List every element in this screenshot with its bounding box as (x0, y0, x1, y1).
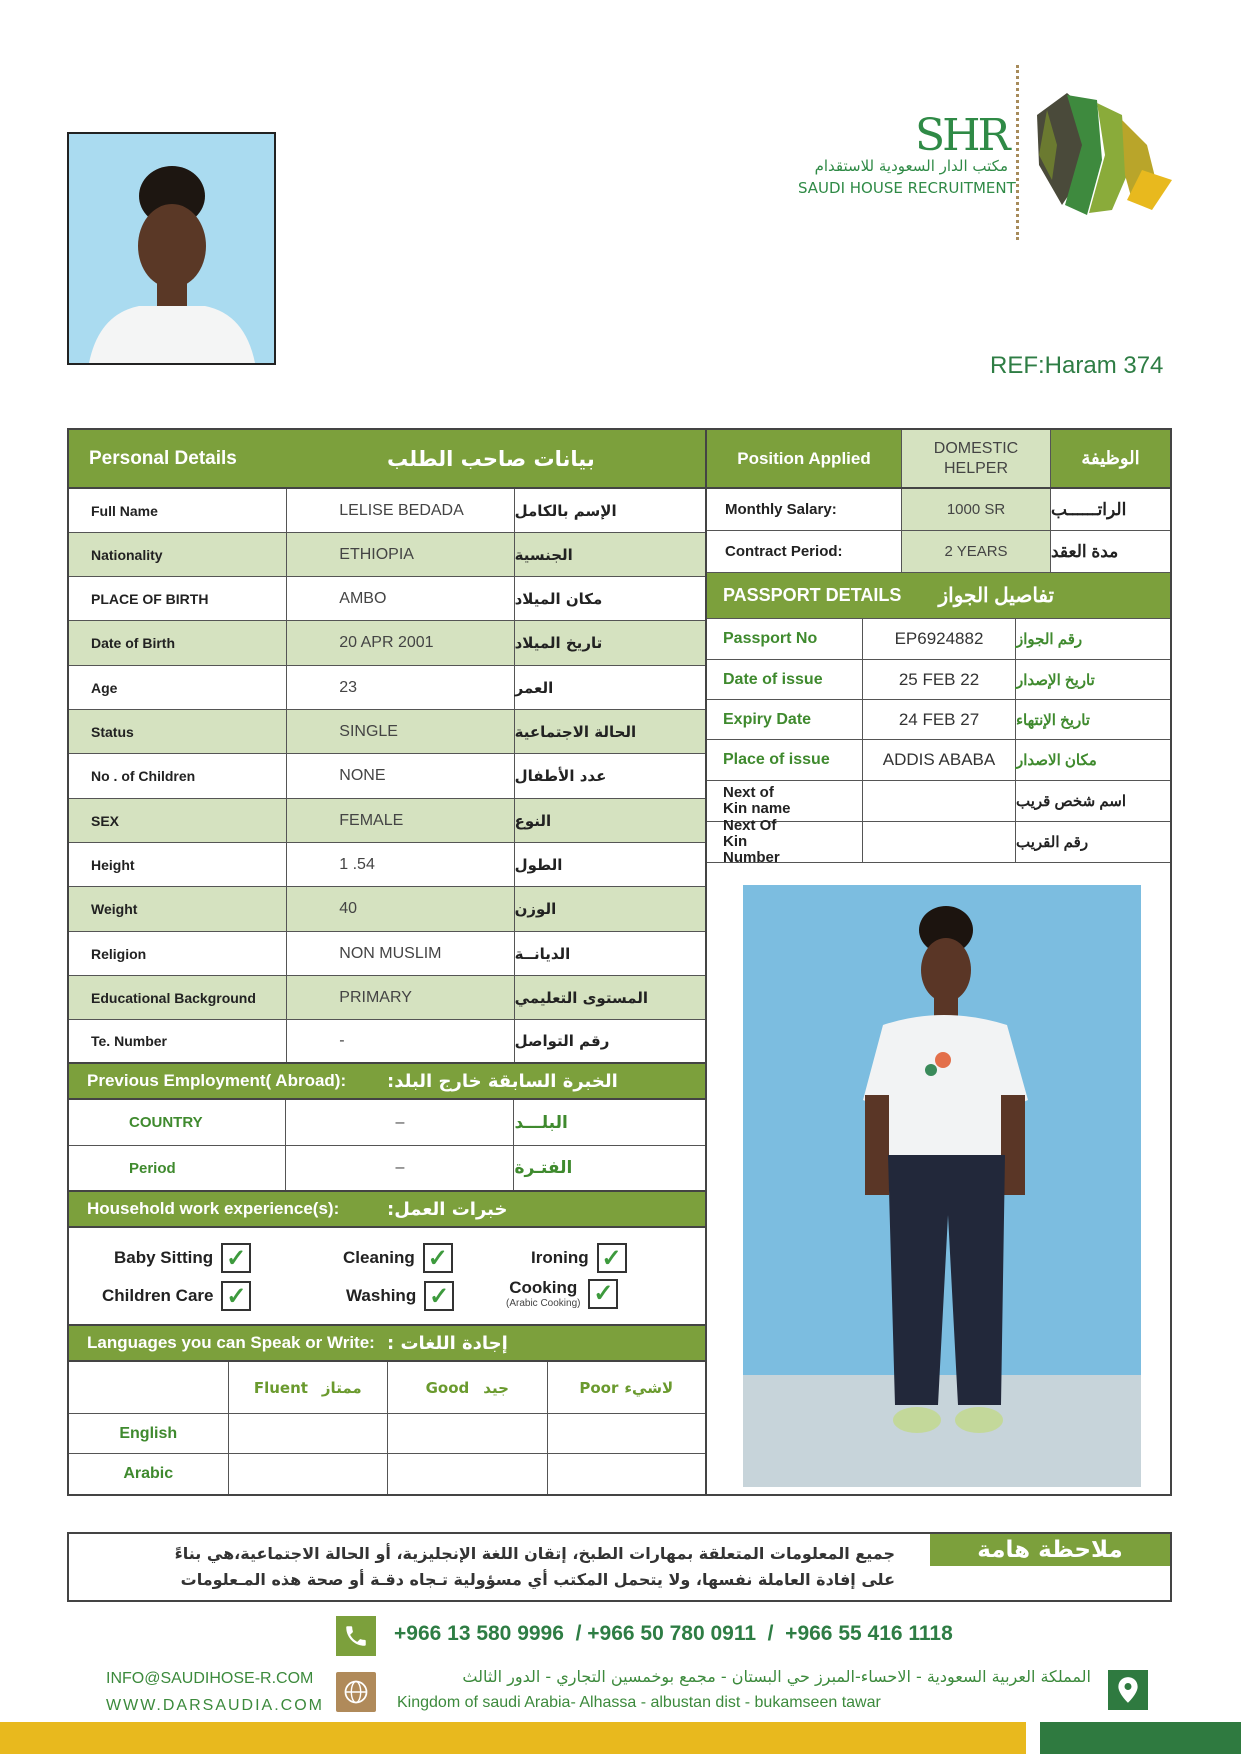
row-label-ar: الراتــــــب (1051, 499, 1127, 519)
personal-details-title-en: Personal Details (89, 447, 237, 469)
row-value: NONE (286, 754, 513, 798)
col-fluent-en: Fluent (253, 1378, 308, 1397)
previous-employment-header (69, 1064, 705, 1100)
row-label-ar: المستوى التعليمي (514, 976, 705, 1019)
row-label-ar: عدد الأطفال (514, 754, 705, 798)
skill-item (531, 1243, 627, 1273)
skill-item (343, 1243, 453, 1273)
skill-item (102, 1281, 251, 1311)
row-value: 25 FEB 22 (862, 660, 1016, 699)
table-row (69, 1454, 705, 1494)
row-label-ar: الفتـرة (513, 1146, 705, 1190)
row-label: Height (91, 856, 135, 873)
row-label: Status (91, 723, 134, 740)
previous-employment-title-ar: الخبرة السابقة خارج البلد: (387, 1070, 618, 1092)
row-value: EP6924882 (862, 619, 1016, 659)
row-label-ar: الطول (514, 843, 705, 886)
passport-title-ar: تفاصيل الجواز (938, 585, 1055, 607)
row-label-ar: رقم القريب (1016, 834, 1089, 851)
table-row (69, 1414, 705, 1454)
row-value: PRIMARY (286, 976, 513, 1019)
table-row (707, 531, 1170, 573)
check-icon: ✓ (424, 1281, 454, 1311)
check-icon: ✓ (588, 1279, 618, 1309)
footer-bar-green (1040, 1722, 1241, 1754)
skill-sub-label: (Arabic Cooking) (506, 1298, 581, 1309)
row-label-ar: الحالة الاجتماعية (514, 710, 705, 753)
row-label-ar: مدة العقد (1051, 541, 1119, 561)
row-label: PLACE OF BIRTH (91, 590, 209, 607)
table-row (707, 740, 1170, 781)
row-label: SEX (91, 812, 120, 829)
portrait-photo (67, 132, 276, 365)
row-value: 2 YEARS (901, 531, 1051, 572)
full-body-illustration (743, 885, 1141, 1487)
table-row (69, 577, 705, 621)
skill-label: Ironing (531, 1248, 589, 1267)
row-value: SINGLE (286, 710, 513, 753)
col-good-en: Good (425, 1378, 470, 1397)
row-label: Nationality (91, 546, 163, 563)
row-label-ar: رقم التواصل (514, 1020, 705, 1062)
skill-item (506, 1278, 618, 1309)
portrait-illustration (69, 134, 274, 363)
table-row (69, 843, 705, 887)
check-icon: ✓ (221, 1243, 251, 1273)
phone-numbers: +966 13 580 9996 / +966 50 780 0911 / +966 55 416 1118 (394, 1622, 953, 1645)
table-row (69, 799, 705, 843)
row-label-ar: رقم الجواز (1016, 631, 1083, 648)
row-label-ar: مكان الاصدار (1016, 752, 1097, 769)
website-link[interactable]: WWW.DARSAUDIA.COM (106, 1697, 324, 1714)
skill-label: Washing (346, 1286, 417, 1305)
row-label-ar: الديانــة (514, 932, 705, 975)
row-value: NON MUSLIM (286, 932, 513, 975)
check-icon: ✓ (423, 1243, 453, 1273)
household-title-en: Household work experience(s): (87, 1199, 340, 1218)
passport-details-header (707, 573, 1170, 619)
passport-title-en: PASSPORT DETAILS (723, 585, 902, 605)
row-value (862, 822, 1016, 862)
position-applied-label: Position Applied (707, 430, 901, 487)
languages-title-en: Languages you can Speak or Write: (87, 1333, 375, 1352)
row-value: 40 (286, 887, 513, 931)
row-label: No . of Children (91, 768, 196, 784)
row-label: Date of issue (723, 670, 823, 688)
table-row (69, 621, 705, 666)
row-label-ar: اسم شخص قريب (1016, 793, 1127, 810)
skill-label: Children Care (102, 1286, 214, 1305)
skill-label: Baby Sitting (114, 1248, 214, 1267)
reference-number: REF:Haram 374 (990, 352, 1164, 379)
row-label: Date of Birth (91, 635, 175, 651)
skill-item (346, 1281, 454, 1311)
row-label-ar: الجنسية (514, 533, 705, 576)
location-pin-icon (1108, 1670, 1148, 1710)
row-value: 23 (286, 666, 513, 709)
row-label-ar: مكان الميلاد (514, 577, 705, 620)
row-label: Next Of Kin Number (723, 817, 780, 866)
row-label: Weight (91, 901, 138, 917)
row-value: 20 APR 2001 (286, 621, 513, 665)
logo-arabic-name: مكتب الدار السعودية للاستقدام (814, 157, 1008, 175)
logo-mark: SHR (915, 110, 1008, 161)
row-value (862, 781, 1016, 821)
left-column (69, 430, 707, 1494)
previous-employment-title-en: Previous Employment( Abroad): (87, 1071, 347, 1090)
household-header (69, 1192, 705, 1228)
row-label: Contract Period: (725, 543, 843, 560)
table-row (707, 781, 1170, 822)
table-row (707, 817, 1170, 866)
col-good-ar: جيد (483, 1378, 509, 1397)
skill-label: Cooking (509, 1278, 578, 1297)
row-label: COUNTRY (129, 1114, 203, 1131)
row-value: – (285, 1100, 513, 1145)
check-icon: ✓ (597, 1243, 627, 1273)
note-title: ملاحظة هامة (930, 1534, 1170, 1566)
row-label: Te. Number (91, 1033, 167, 1049)
row-value: 24 FEB 27 (862, 700, 1016, 739)
languages-column-header (69, 1362, 705, 1414)
language-name: English (119, 1424, 178, 1442)
row-value: ADDIS ABABA (862, 740, 1016, 780)
row-value: 1000 SR (901, 489, 1051, 530)
row-label-ar: البلـــد (513, 1100, 705, 1145)
table-row (69, 710, 705, 754)
row-label: Full Name (91, 502, 158, 519)
important-note (67, 1532, 1172, 1602)
table-row (69, 666, 705, 710)
note-line-2: على إفادة العاملة نفسها، ولا يتحمل المكتب أي مسؤولية تـجاه دقـة أو صحة هذه المـعلومات (180, 1570, 895, 1589)
row-label-ar: تاريخ الإنتهاء (1016, 711, 1090, 729)
row-value: ETHIOPIA (286, 533, 513, 576)
position-applied-row (707, 430, 1170, 489)
household-title-ar: خبرات العمل: (387, 1198, 508, 1220)
address-english: Kingdom of saudi Arabia- Alhassa - albustan dist - bukamseen tawar (397, 1694, 881, 1711)
row-label-ar: الوزن (514, 887, 705, 931)
row-value: AMBO (286, 577, 513, 620)
row-label: Period (129, 1159, 176, 1177)
position-applied-ar: الوظيفة (1051, 430, 1170, 487)
row-label-ar: النوع (514, 799, 705, 842)
note-line-1: جميع المعلومات المتعلقة بمهارات الطبخ، إتقان اللغة الإنجليزية، أو الحالة الاجتماعية،هي بناءً (174, 1544, 895, 1563)
row-label-ar: تاريخ الإصدار (1016, 671, 1095, 689)
check-icon: ✓ (221, 1281, 251, 1311)
row-value: 1 .54 (286, 843, 513, 886)
col-poor-ar: لاشيء (624, 1378, 674, 1397)
footer-bar-yellow (0, 1722, 1026, 1754)
table-row (69, 976, 705, 1020)
table-row (69, 1100, 705, 1146)
skill-item (114, 1243, 251, 1273)
table-row (69, 1146, 705, 1192)
table-row (707, 619, 1170, 660)
table-row (69, 932, 705, 976)
email-link[interactable]: INFO@SAUDIHOSE-R.COM (106, 1670, 314, 1687)
row-label: Age (91, 679, 118, 696)
table-row (69, 887, 705, 932)
table-row (69, 533, 705, 577)
row-label: Expiry Date (723, 710, 812, 728)
table-row (69, 1020, 705, 1064)
row-label: Religion (91, 945, 147, 962)
col-fluent-ar: ممتاز (321, 1378, 362, 1397)
row-value: - (286, 1020, 513, 1062)
saudi-map-icon (1027, 85, 1177, 225)
row-value: LELISE BEDADA (286, 489, 513, 532)
row-value: FEMALE (286, 799, 513, 842)
personal-details-header (69, 430, 705, 489)
personal-details-title-ar: بيانات صاحب الطلب (387, 446, 595, 471)
row-label: Educational Background (91, 989, 256, 1006)
logo-divider (1016, 65, 1019, 240)
languages-title-ar: إجادة اللغات : (387, 1332, 508, 1354)
col-poor-en: Poor (579, 1378, 619, 1397)
languages-header (69, 1326, 705, 1362)
table-row (69, 489, 705, 533)
address-arabic: المملكة العربية السعودية - الاحساء-المبرز حي البستان - مجمع بوخمسين التجاري - الدور الثالث (462, 1667, 1091, 1686)
position-applied-value: DOMESTIC HELPER (901, 430, 1051, 487)
skill-label: Cleaning (343, 1248, 415, 1267)
language-name: Arabic (123, 1465, 174, 1482)
table-row (707, 700, 1170, 740)
household-skills (69, 1228, 705, 1326)
table-row (707, 660, 1170, 700)
company-logo (790, 65, 1190, 245)
table-row (69, 754, 705, 799)
phone-icon (336, 1616, 376, 1656)
row-label-ar: الإسم بالكامل (514, 489, 705, 532)
row-label-ar: العمر (514, 666, 705, 709)
row-label: Passport No (723, 630, 818, 647)
logo-english-name: SAUDI HOUSE RECRUITMENT (798, 179, 1016, 197)
row-label: Place of issue (723, 751, 830, 768)
table-row (707, 489, 1170, 531)
row-label: Next of Kin name (723, 784, 791, 817)
row-label-ar: تاريخ الميلاد (514, 621, 705, 665)
row-label: Monthly Salary: (725, 501, 837, 518)
globe-icon (336, 1672, 376, 1712)
row-value: – (285, 1146, 513, 1190)
full-body-photo (743, 885, 1141, 1487)
